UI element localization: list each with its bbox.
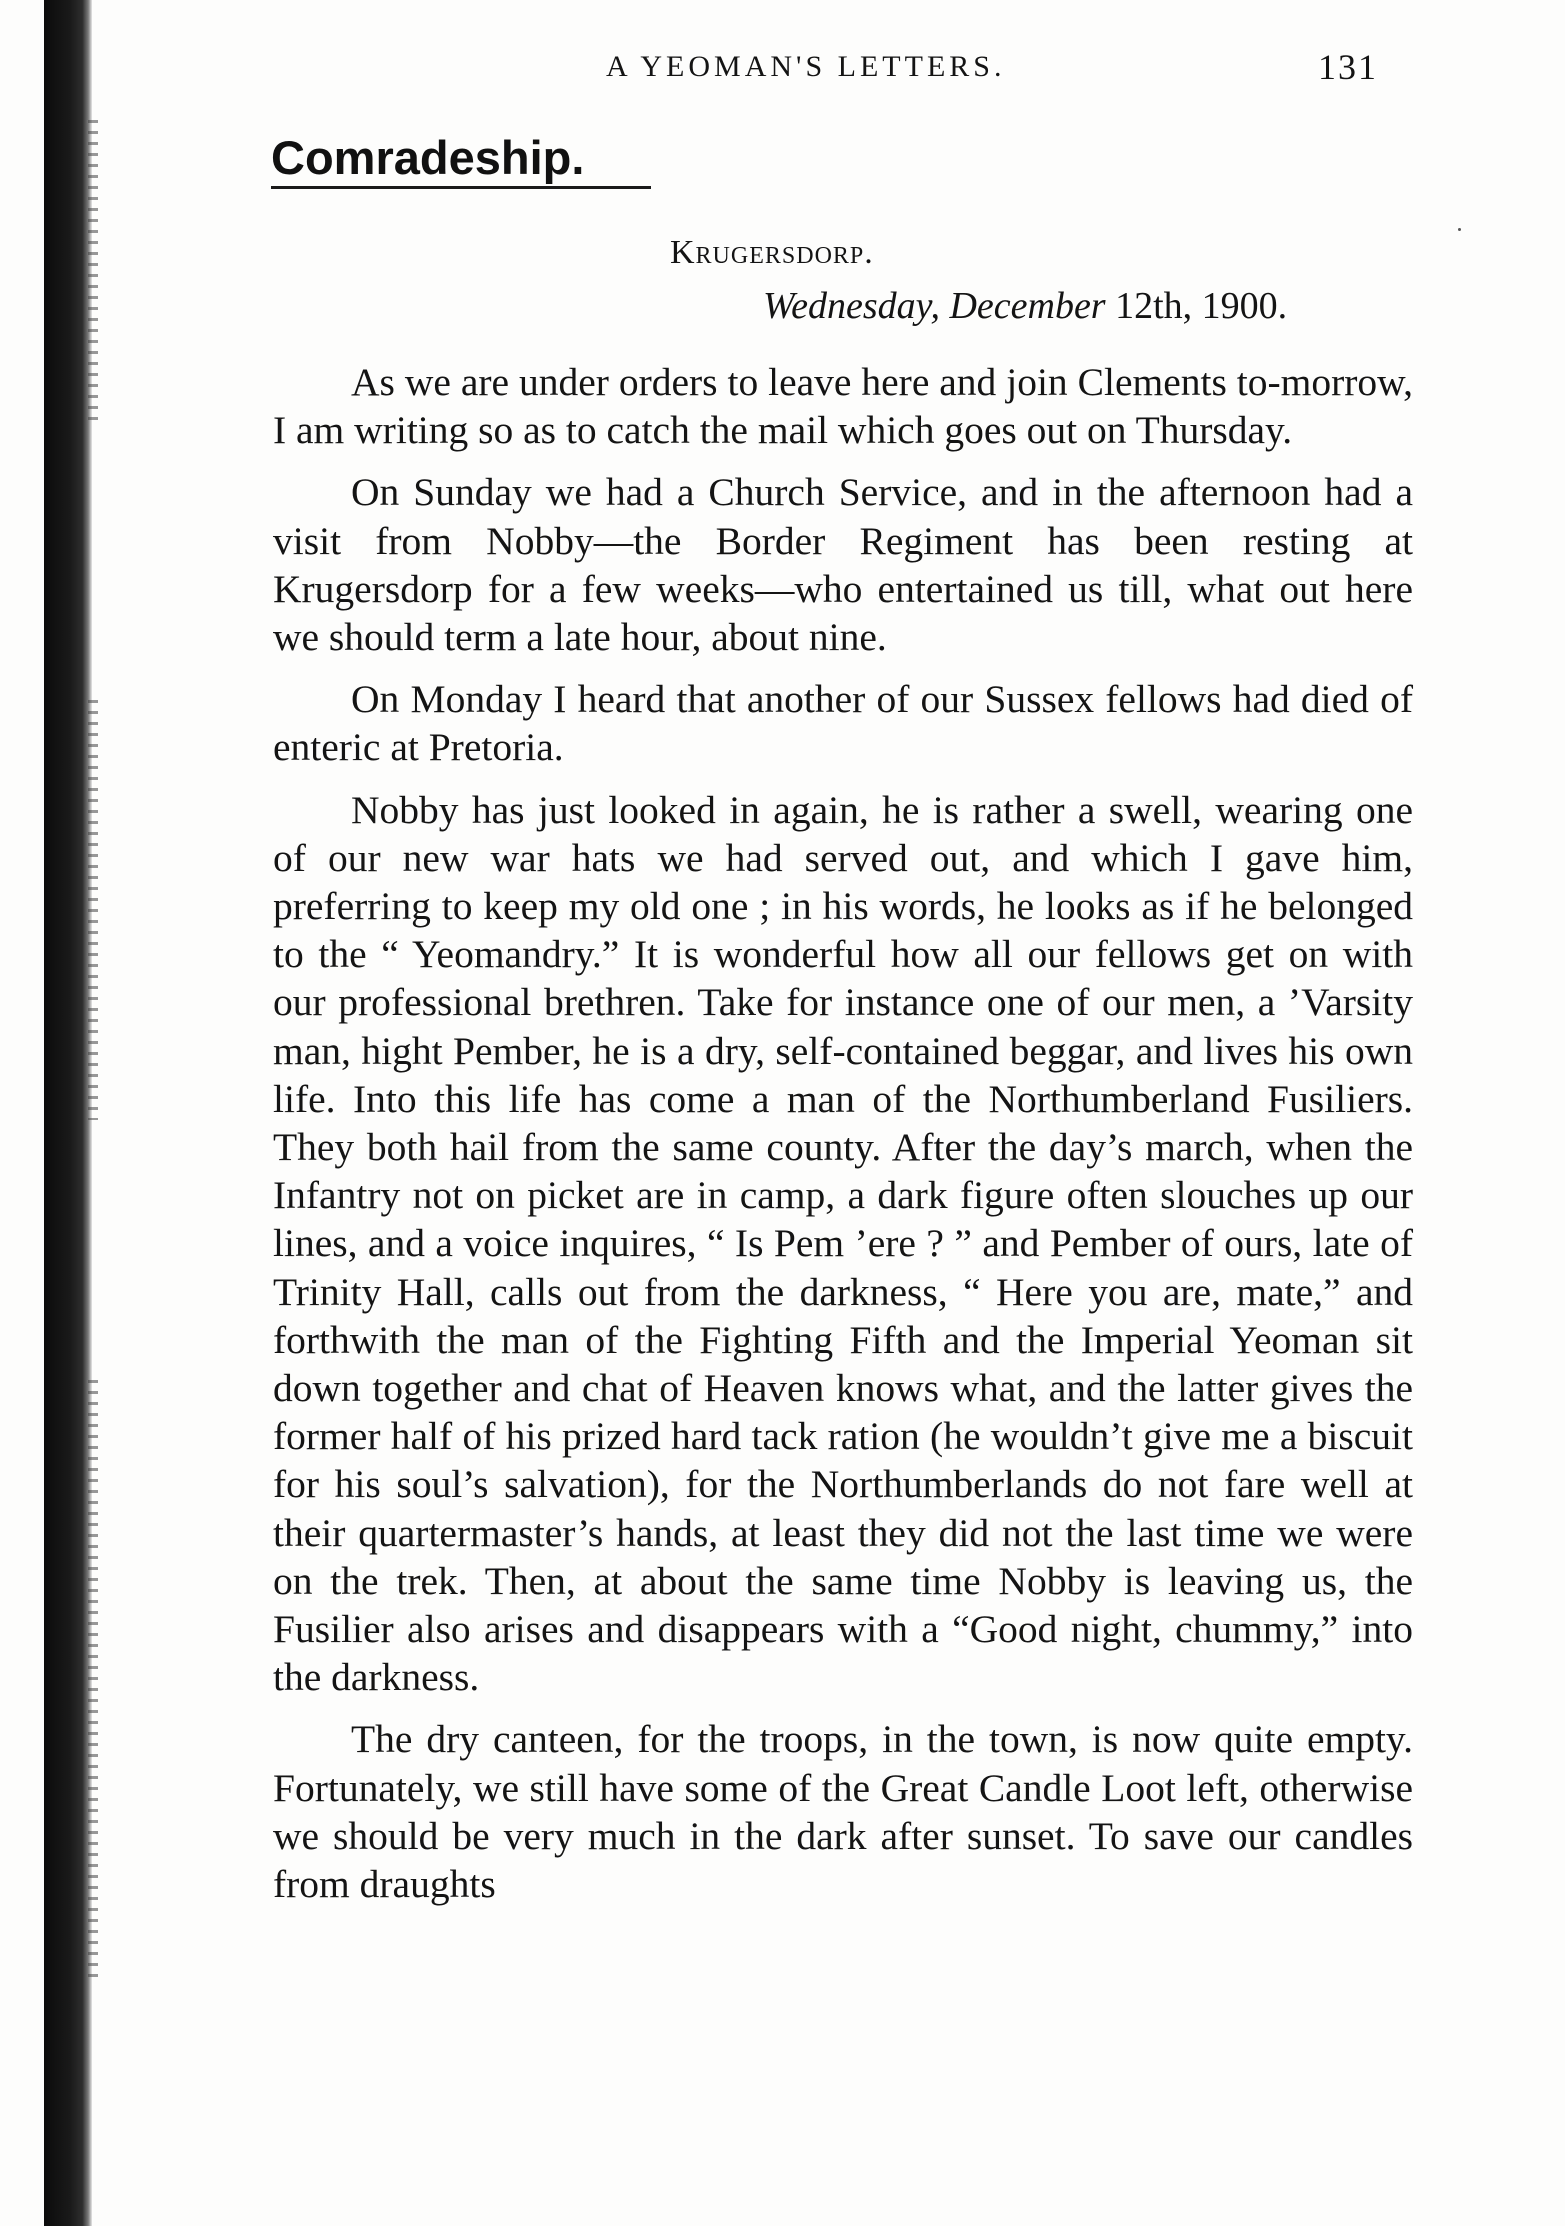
paragraph: On Sunday we had a Church Service, and in the afternoon had a visit from Nobby—the Border Regiment has been resting at Krugersdorp for a few weeks—who entertained us till, what out here we should term a late hour, about nine. (273, 470, 1413, 660)
page-number: 131 (1318, 47, 1378, 87)
paragraph: On Monday I heard that another of our Sussex fellows had died of enteric at Pretoria. (273, 677, 1413, 770)
section-title: Comradeship. (271, 131, 585, 184)
print-speck (1458, 228, 1461, 231)
binding-texture (88, 120, 98, 420)
binding-texture (88, 1380, 98, 1980)
letter-body (273, 358, 1413, 1922)
dateline-place: Krugersdorp. (670, 234, 874, 271)
binding-texture (88, 700, 98, 1120)
paragraph: The dry canteen, for the troops, in the town, is now quite empty. Fortunately, we still have some of the Great Candle Loot left, otherwise we should be very much in the dark after sunset. To save our candles from draughts (273, 1717, 1413, 1907)
dateline-weekday-month: Wednesday, December (763, 285, 1106, 327)
dateline-day: 12th, (1115, 285, 1193, 327)
title-underline (271, 186, 651, 189)
paragraph: Nobby has just looked in again, he is rather a swell, wearing one of our new war hats we had served out, and which I gave him, preferring to keep my old one ; in his words, he looks as if he belonged to the “ Yeomandry.” It is wonderful how all our fellows get on with our professional brethren. Take for instance one of our men, a ’Varsity man, hight Pember, he is a dry, self-contained beggar, and lives his own life. Into this life has come a man of the Northumberland Fusiliers. They both hail from the same county. After the day’s march, when the Infantry not on picket are in camp, a dark figure often slouches up our lines, and a voice inquires, “ Is Pem ’ere ? ” and Pember of ours, late of Trinity Hall, calls out from the darkness, “ Here you are, mate,” and forthwith the man of the Fighting Fifth and the Imperial Yeoman sit down together and chat of Heaven knows what, and the latter gives the former half of his prized hard tack ration (he wouldn’t give me a biscuit for his soul’s salvation), for the Northumberlands do not fare well at their quartermaster’s hands, at least they did not the last time we were on the trek. Then, at about the same time Nobby is leaving us, the Fusilier also arises and disappears with a “Good night, chummy,” into the darkness. (273, 787, 1413, 1700)
dateline-date (763, 284, 1287, 328)
page-binding-edge (44, 0, 92, 2226)
dateline-year: 1900. (1201, 285, 1288, 327)
paragraph: As we are under orders to leave here and join Clements to-morrow, I am writing so as to catch the mail which goes out on Thursday. (273, 360, 1413, 453)
running-head: A YEOMAN'S LETTERS. (606, 50, 1006, 83)
